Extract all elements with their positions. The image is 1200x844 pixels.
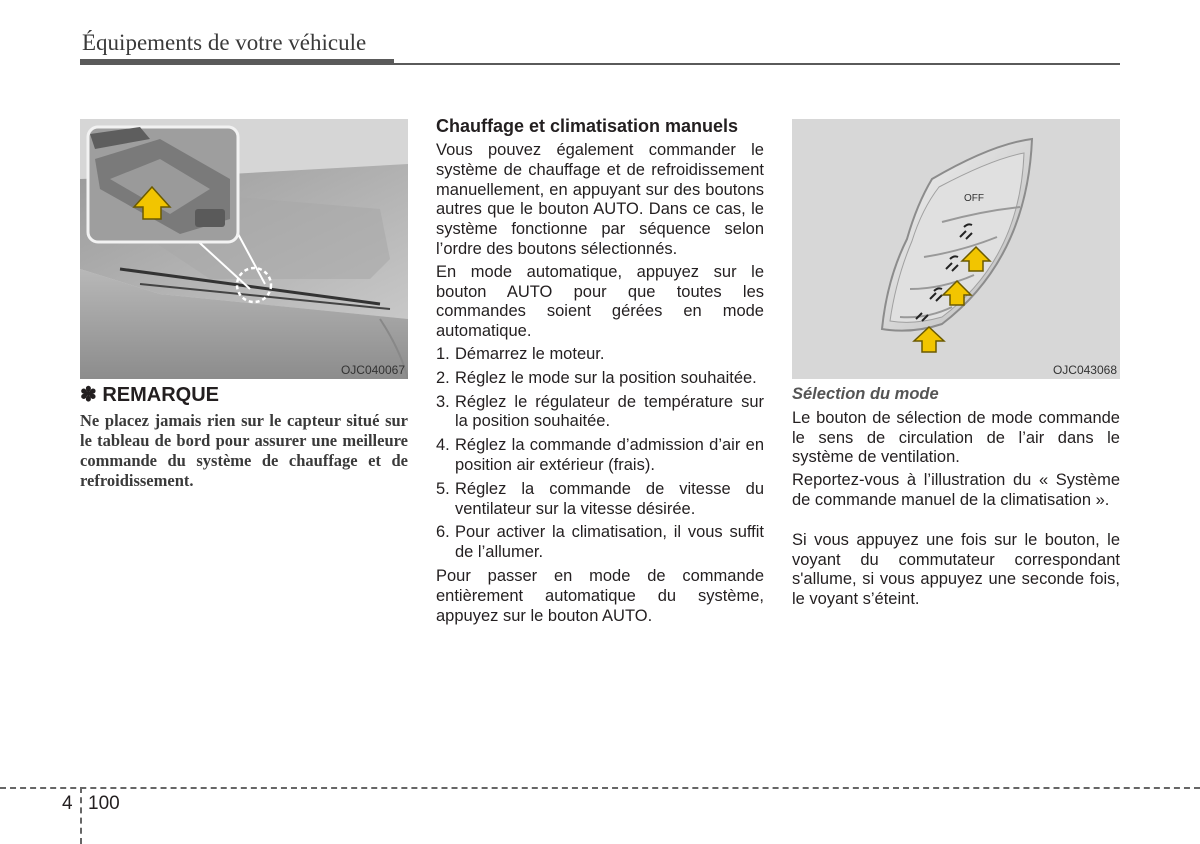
subsection-title: Sélection du mode (792, 385, 939, 403)
figure-mode-buttons (792, 119, 1120, 379)
step-number: 1. (436, 344, 450, 363)
step-text: Réglez le mode sur la position souhaitée. (455, 368, 757, 387)
page-number: 100 (88, 793, 120, 814)
step-text: Réglez la commande d’admission d’air en position air extérieur (frais). (455, 436, 764, 474)
note-title: ✽ REMARQUE (80, 384, 219, 406)
step-text: Réglez le régulateur de température sur la position souhaitée. (455, 392, 764, 431)
header-rule-thick (80, 59, 394, 65)
auto-mode-paragraph: En mode automatique, appuyez sur le bouton AUTO pour que toutes les commandes soient gérées en mode automatique. (436, 262, 764, 341)
figure-code: OJC043068 (1052, 363, 1117, 377)
step-number: 4. (436, 436, 450, 455)
manual-control-section (436, 116, 764, 629)
windshield-illustration (80, 119, 408, 379)
mode-panel-illustration (792, 119, 1120, 379)
step-text: Pour activer la climatisation, il vous suffit de l’allumer. (455, 523, 764, 562)
reference-paragraph: Reportez-vous à l’illustration du « Système de commande manuel de la climatisation ». (792, 471, 1120, 509)
section-title: Chauffage et climatisation manuels (436, 116, 739, 136)
chapter-number: 4 (62, 793, 73, 814)
step-item (436, 369, 764, 389)
page-header-title: Équipements de votre véhicule (82, 30, 367, 55)
step-number: 2. (436, 368, 450, 387)
outro-paragraph: Pour passer en mode de commande entièrement automatique du système, appuyez sur le bouton AUTO. (436, 566, 764, 625)
step-item (436, 436, 764, 476)
figure-code: OJC040067 (340, 363, 405, 377)
footer-rule (0, 787, 1200, 789)
intro-paragraph: Vous pouvez également commander le système de chauffage et de refroidissement manuellement, en appuyant sur des boutons autres que le bouton AUTO. Dans ce cas, le système fonctionne par séquence selon l’ordre des boutons sélectionnés. (436, 141, 764, 258)
spacer (792, 514, 1120, 531)
indicator-paragraph: Si vous appuyez une fois sur le bouton, le voyant du commutateur correspondant s'allume, si vous appuyez une seconde fois, le voyant s’éteint. (792, 530, 1120, 609)
off-label: OFF (964, 193, 984, 204)
step-number: 6. (436, 523, 450, 542)
figure-windshield-sensor (80, 119, 408, 379)
header-rule-thin (394, 63, 1120, 65)
footer-divider (80, 787, 82, 844)
step-number: 3. (436, 392, 450, 411)
step-item (436, 345, 764, 365)
note-body: Ne placez jamais rien sur le capteur situé sur le tableau de bord pour assurer une meilleure commande du système de chauffage et de refroidissement. (80, 411, 408, 490)
mode-paragraph: Le bouton de sélection de mode commande le sens de circulation de l’air dans le système de ventilation. (792, 408, 1120, 467)
mode-selection-section (792, 385, 1120, 613)
step-text: Réglez la commande de vitesse du ventilateur sur la vitesse désirée. (455, 479, 764, 518)
step-number: 5. (436, 479, 450, 498)
step-text: Démarrez le moteur. (455, 344, 605, 363)
step-item (436, 480, 764, 520)
step-item (436, 523, 764, 563)
step-item (436, 393, 764, 433)
